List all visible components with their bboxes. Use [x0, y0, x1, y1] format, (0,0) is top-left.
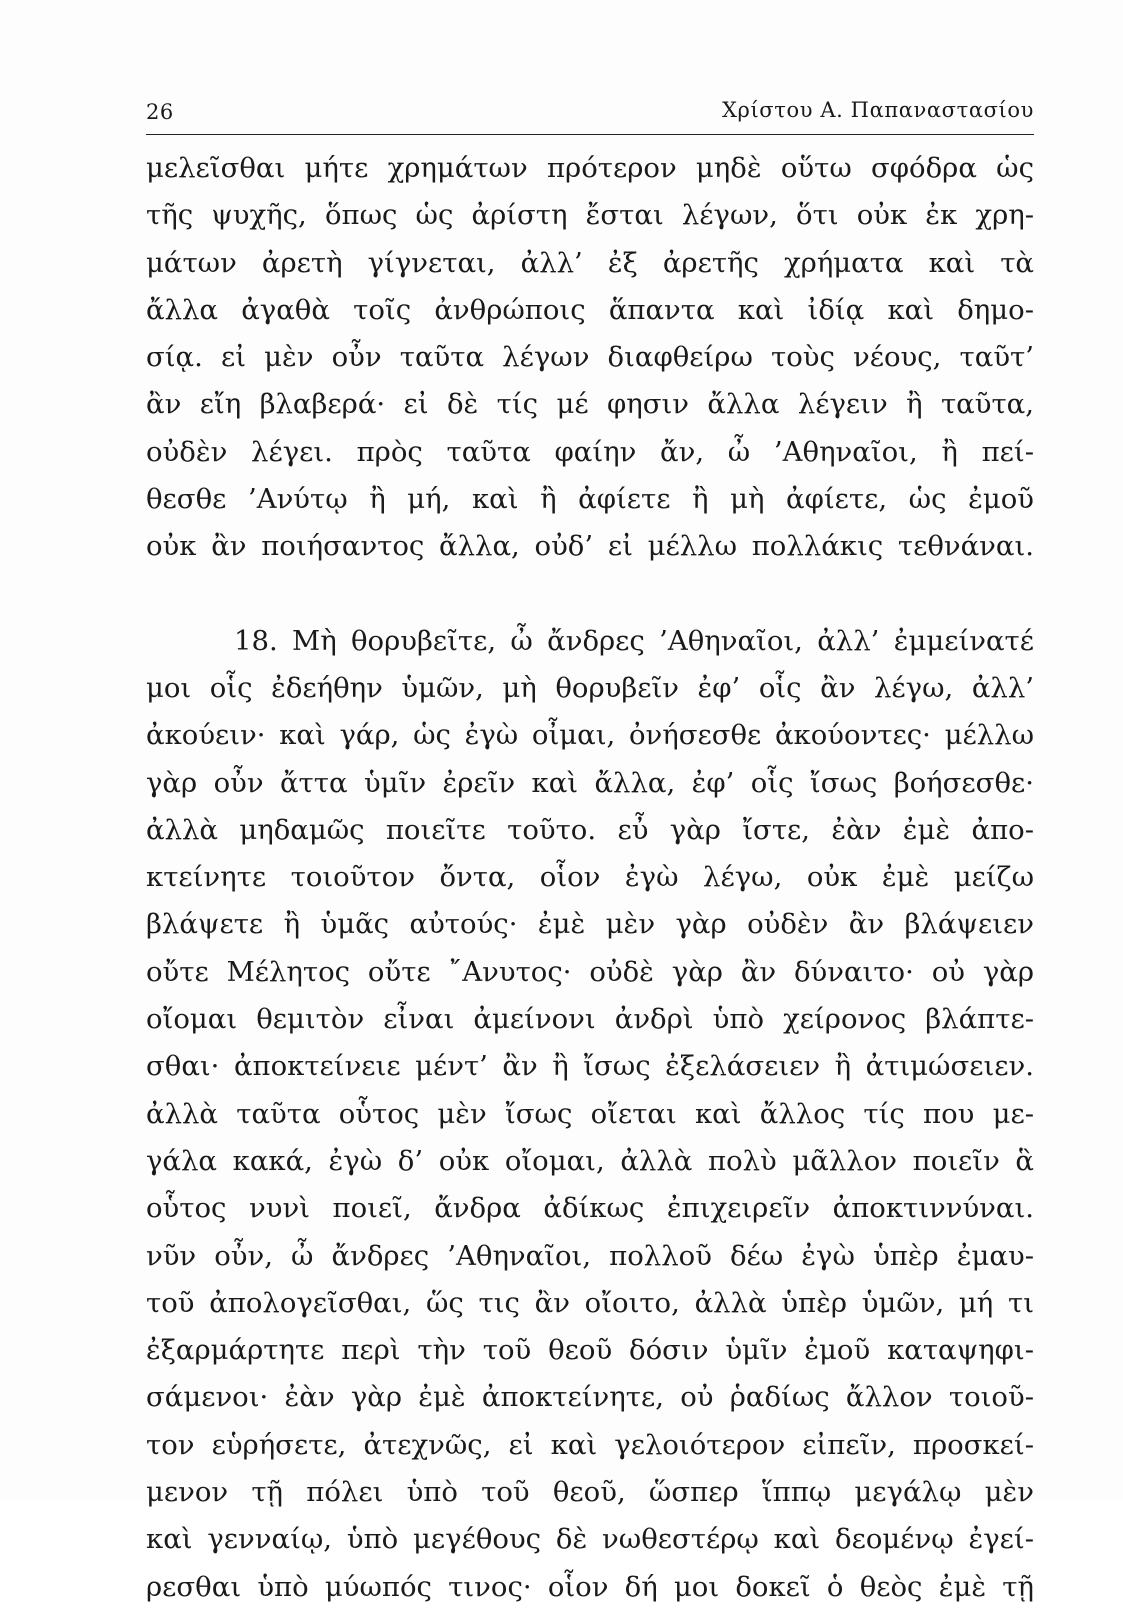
running-head-author: Χρίστου Α. Παπαναστασίου [721, 98, 1034, 122]
text-line: μοι οἷς ἐδεήθην ὑμῶν, μὴ θορυβεῖν ἐφ’ οἷς ἂν λέγω, ἀλλ’ [146, 671, 1034, 704]
text-line: θεσθε ’Ανύτῳ ἢ μή, καὶ ἢ ἀφίετε ἢ μὴ ἀφίετε, ὡς ἐμοῦ [146, 483, 1034, 516]
text-line: οὐδὲν λέγει. πρὸς ταῦτα φαίην ἄν, ὦ ’Αθηναῖοι, ἢ πεί- [146, 435, 1034, 468]
text-line: ἀλλὰ μηδαμῶς ποιεῖτε τοῦτο. εὖ γὰρ ἴστε, ἐὰν ἐμὲ ἀπο- [146, 813, 1034, 846]
paragraph-2 [146, 618, 1034, 1611]
text-line: τοῦ ἀπολογεῖσθαι, ὥς τις ἂν οἴοιτο, ἀλλὰ ὑπὲρ ὑμῶν, μή τι [146, 1286, 1034, 1319]
text-line: τον εὑρήσετε, ἀτεχνῶς, εἰ καὶ γελοιότερον εἰπεῖν, προσκεί- [146, 1428, 1034, 1461]
text-line: ἂν εἴη βλαβερά· εἰ δὲ τίς μέ φησιν ἄλλα λέγειν ἢ ταῦτα, [146, 388, 1034, 421]
text-line: γὰρ οὖν ἄττα ὑμῖν ἐρεῖν καὶ ἄλλα, ἐφ’ οἷς ἴσως βοήσεσθε· [146, 766, 1034, 799]
text-line: οὐκ ἂν ποιήσαντος ἄλλα, οὐδ’ εἰ μέλλω πολλάκις τεθνάναι. [146, 530, 1034, 563]
text-line: ρεσθαι ὑπὸ μύωπός τινος· οἷον δή μοι δοκεῖ ὁ θεὸς ἐμὲ τῇ [146, 1570, 1034, 1603]
text-line: μελεῖσθαι μήτε χρημάτων πρότερον μηδὲ οὕτω σφόδρα ὡς [146, 152, 1034, 184]
text-line: νῦν οὖν, ὦ ἄνδρες ’Αθηναῖοι, πολλοῦ δέω ἐγὼ ὑπὲρ ἐμαυ- [146, 1239, 1034, 1272]
text-line: γάλα κακά, ἐγὼ δ’ οὐκ οἴομαι, ἀλλὰ πολὺ μᾶλλον ποιεῖν ἃ [146, 1144, 1034, 1177]
text-line: κτείνητε τοιοῦτον ὄντα, οἷον ἐγὼ λέγω, οὐκ ἐμὲ μείζω [146, 861, 1034, 894]
text-line: οὔτε Μέλητος οὔτε ῎Ανυτος· οὐδὲ γὰρ ἂν δύναιτο· οὐ γὰρ [146, 955, 1034, 988]
page-number: 26 [146, 100, 174, 124]
text-line: σθαι· ἀποκτείνειε μέντ’ ἂν ἢ ἴσως ἐξελάσειεν ἢ ἀτιμώσειεν. [146, 1050, 1034, 1083]
text-line: καὶ γενναίῳ, ὑπὸ μεγέθους δὲ νωθεστέρῳ καὶ δεομένῳ ἐγεί- [146, 1523, 1034, 1556]
text-line: ἀλλὰ ταῦτα οὗτος μὲν ἴσως οἴεται καὶ ἄλλος τίς που με- [146, 1097, 1034, 1130]
text-line: οἴομαι θεμιτὸν εἶναι ἀμείνονι ἀνδρὶ ὑπὸ χείρονος βλάπτε- [146, 1003, 1034, 1036]
paragraph-1 [146, 145, 1034, 571]
text-line: μενον τῇ πόλει ὑπὸ τοῦ θεοῦ, ὥσπερ ἵππῳ μεγάλῳ μὲν [146, 1476, 1034, 1509]
text-line: βλάψετε ἢ ὑμᾶς αὐτούς· ἐμὲ μὲν γὰρ οὐδὲν ἂν βλάψειεν [146, 908, 1034, 941]
text-line: ἄλλα ἀγαθὰ τοῖς ἀνθρώποις ἅπαντα καὶ ἰδίᾳ καὶ δημο- [146, 293, 1034, 326]
paragraph-gap [146, 571, 1034, 618]
text-line: οὗτος νυνὶ ποιεῖ, ἄνδρα ἀδίκως ἐπιχειρεῖν ἀποκτιννύναι. [146, 1192, 1034, 1225]
header-rule [146, 134, 1034, 135]
section-opening-line: 18. Μὴ θορυβεῖτε, ὦ ἄνδρες ’Αθηναῖοι, ἀλλ’ ἐμμείνατέ [234, 624, 1034, 657]
running-head [146, 96, 1034, 130]
text-line: σίᾳ. εἰ μὲν οὖν ταῦτα λέγων διαφθείρω τοὺς νέους, ταῦτ’ [146, 341, 1034, 374]
text-line: τῆς ψυχῆς, ὅπως ὡς ἀρίστη ἔσται λέγων, ὅτι οὐκ ἐκ χρη- [146, 199, 1034, 232]
text-line: ἀκούειν· καὶ γάρ, ὡς ἐγὼ οἶμαι, ὀνήσεσθε ἀκούοντες· μέλλω [146, 719, 1034, 752]
body-text [146, 145, 1034, 1611]
text-line: μάτων ἀρετὴ γίγνεται, ἀλλ’ ἐξ ἀρετῆς χρήματα καὶ τὰ [146, 246, 1034, 279]
text-line: ἐξαρμάρτητε περὶ τὴν τοῦ θεοῦ δόσιν ὑμῖν ἐμοῦ καταψηφι- [146, 1334, 1034, 1367]
text-line: σάμενοι· ἐὰν γὰρ ἐμὲ ἀποκτείνητε, οὐ ῥαδίως ἄλλον τοιοῦ- [146, 1381, 1034, 1414]
